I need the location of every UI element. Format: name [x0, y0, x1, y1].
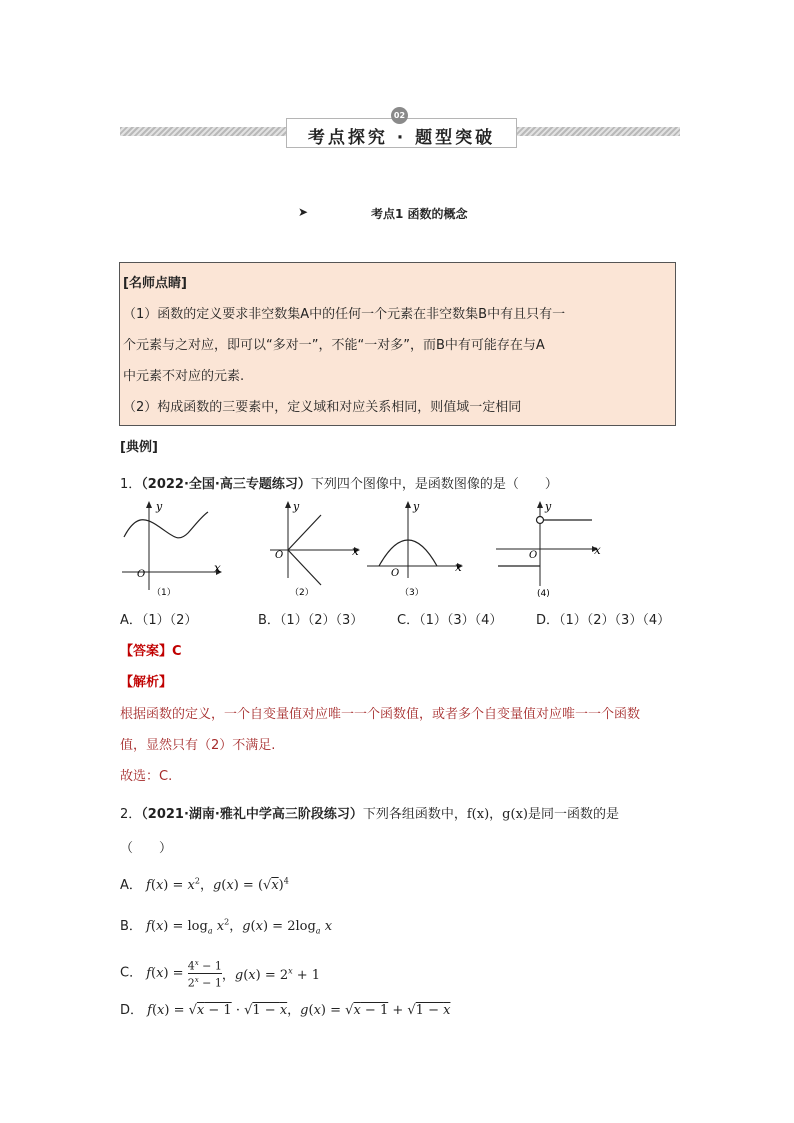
question-1 — [120, 473, 558, 492]
banner-stripe-left — [120, 127, 286, 136]
q2-option-a-formula: $f(x) = x^2$，$g(x) = (√x)^4$ — [146, 876, 289, 893]
q2-option-d-formula: f(x) = √x − 1 · √1 − x，g(x) = √x − 1 + √1 − x — [147, 1003, 451, 1018]
arrow-icon: ➤ — [298, 205, 309, 219]
q2-g: g(x) — [502, 807, 528, 822]
graph-2-y-label: y — [293, 500, 300, 513]
tip-line-2: 个元素与之对应，即可以“多对一”，不能“一对多”，而B中有可能存在与A — [123, 338, 545, 353]
graph-3 — [365, 498, 470, 598]
graph-4-x-label: x — [594, 543, 601, 557]
graph-2 — [266, 498, 366, 598]
q2-sep: ， — [489, 807, 503, 822]
q2-option-d-letter: D． — [120, 1003, 144, 1018]
q2-option-c-letter: C． — [120, 965, 143, 981]
banner-title: 考点探究 · 题型突破 — [307, 128, 496, 148]
q1-source: （2022·全国·高三专题练习） — [141, 477, 311, 492]
q2-option-b-letter: B． — [120, 919, 142, 934]
example-heading: [典例] — [120, 440, 158, 455]
graph-1-caption: （1） — [152, 588, 176, 598]
graph-4-origin: O — [529, 550, 538, 561]
q2-option-d — [120, 999, 450, 1018]
tip-line-3: 中元素不对应的元素. — [123, 369, 245, 384]
q2-text-before: 下列各组函数中， — [362, 807, 467, 822]
q2-option-a-letter: A． — [120, 878, 142, 893]
graph-4-caption: (4) — [537, 589, 550, 598]
q1-option-a: A．（1）（2） — [120, 613, 198, 628]
q2-option-a — [120, 874, 289, 893]
graph-2-origin: O — [275, 550, 284, 561]
q2-text-after: 是同一函数的是 — [527, 807, 619, 822]
banner-stripe-right — [517, 127, 680, 136]
banner-badge: 02 — [391, 107, 408, 124]
graph-2-x-label: x — [352, 544, 359, 558]
q1-option-d: D．（1）（2）（3）（4） — [536, 613, 671, 628]
q1-conclusion: 故选：C. — [120, 769, 173, 784]
q2-option-c — [120, 957, 320, 989]
q1-option-c: C．（1）（3）（4） — [397, 613, 503, 628]
graph-3-origin: O — [391, 568, 400, 579]
q2-paren: （ ） — [120, 841, 173, 856]
q1-analysis-line-2: 值，显然只有（2）不满足. — [120, 738, 276, 753]
question-2 — [120, 803, 619, 822]
q2-option-b-formula: $f(x) = \log_a x^2$，$g(x) = 2\log_a$ x — [146, 917, 333, 936]
graph-1 — [118, 498, 228, 598]
q1-analysis-label: 【解析】 — [120, 675, 173, 690]
graph-1-x-label: x — [214, 561, 221, 575]
tip-line-4: （2）构成函数的三要素中，定义域和对应关系相同，则值域一定相同 — [123, 400, 522, 415]
q2-option-b — [120, 915, 332, 936]
graph-3-y-label: y — [413, 500, 420, 513]
q1-number: 1． — [120, 477, 142, 492]
q2-f: f(x) — [466, 807, 490, 822]
q1-option-b: B．（1）（2）（3） — [258, 613, 364, 628]
graph-1-y-label: y — [156, 500, 163, 513]
tips-box — [119, 262, 676, 426]
q1-analysis-line-1: 根据函数的定义，一个自变量值对应唯一一个函数值，或者多个自变量值对应唯一一个函数 — [120, 707, 641, 722]
q1-text: 下列四个图像中，是函数图像的是（ ） — [310, 477, 558, 492]
graph-3-x-label: x — [455, 560, 462, 574]
q2-option-c-formula: f(x) = $\frac{4^x - 1}{2^x - 1}$ ，$g(x) = 2^x + 1$ — [146, 959, 321, 990]
section-title: 考点1 函数的概念 — [371, 207, 468, 221]
tips-heading: [名师点睛] — [123, 276, 187, 291]
q2-source: （2021·湖南·雅礼中学高三阶段练习） — [141, 807, 363, 822]
tip-line-1: （1）函数的定义要求非空数集A中的任何一个元素在非空数集B中有且只有一 — [123, 307, 566, 322]
q1-answer: 【答案】C — [120, 644, 182, 659]
graph-2-caption: （2） — [290, 588, 314, 598]
graph-4 — [494, 498, 614, 598]
graph-3-caption: （3） — [400, 588, 424, 598]
graph-4-y-label: y — [545, 500, 552, 513]
q2-number: 2． — [120, 807, 142, 822]
graph-1-origin: O — [137, 569, 146, 580]
